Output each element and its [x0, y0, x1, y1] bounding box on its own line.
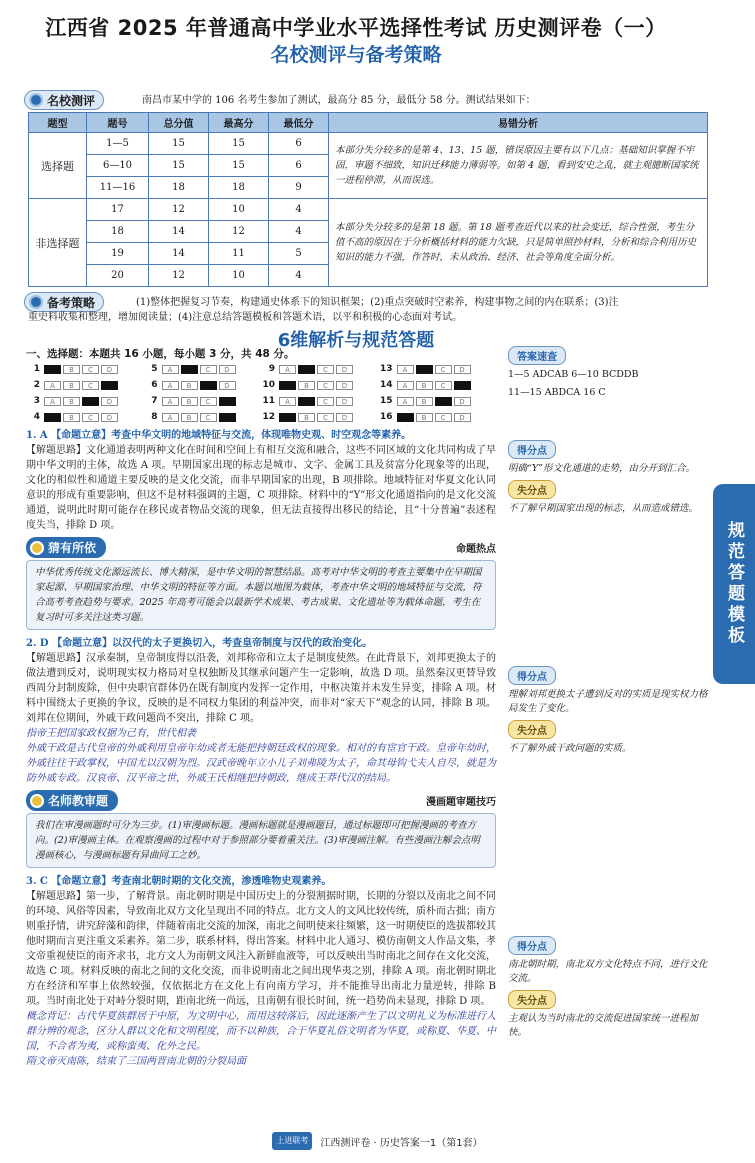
- answer-key-line-2: 11—15 ABDCA 16 C: [508, 387, 606, 398]
- table-cell: 10: [209, 199, 269, 221]
- answer-bubble[interactable]: A: [162, 397, 179, 406]
- type-cell: 选择题: [29, 133, 87, 199]
- q3-loss-tag: 失分点: [508, 990, 556, 1009]
- table-cell: 15: [209, 133, 269, 155]
- answer-bubble[interactable]: A: [279, 397, 296, 406]
- answer-number: 12: [262, 412, 275, 422]
- table-cell: 4: [269, 265, 329, 287]
- answer-number: 9: [268, 364, 275, 374]
- table-cell: 4: [269, 221, 329, 243]
- answer-bubble[interactable]: C: [317, 397, 334, 406]
- analysis-cell: 本部分失分较多的是第 18 题。第 18 题考查近代以来的社会变迁，综合性强，考生分值不高的原因在于分析概括材料的能力欠缺，只是简单照抄材料，分析和综合利用历史知识的能力不强，作答时，未从政治、经济、社会等角度全面分析。: [329, 199, 708, 287]
- strategy-badge-label: 备考策略: [47, 295, 96, 310]
- answer-item: [144, 396, 262, 406]
- table-cell: 9: [269, 177, 329, 199]
- answer-bubble[interactable]: D: [336, 381, 353, 390]
- q1-head: [26, 428, 496, 443]
- answer-bubble[interactable]: C: [317, 365, 334, 374]
- answer-bubble[interactable]: C: [82, 413, 99, 422]
- table-cell: 5: [269, 243, 329, 265]
- answer-number: 15: [379, 396, 393, 406]
- publisher-logo: 上进联考: [272, 1132, 312, 1150]
- answer-bubble[interactable]: C: [82, 397, 99, 406]
- q2-loss-note: 不了解外戚干政问题的实质。: [508, 743, 632, 754]
- answer-bubble[interactable]: A: [279, 365, 296, 374]
- answer-item: [261, 364, 379, 374]
- answer-bubble[interactable]: A: [162, 365, 179, 374]
- answer-number: 4: [33, 412, 40, 422]
- col-header: 总分值: [149, 113, 209, 133]
- q3-handnote-2: 隋文帝灭南陈，结束了三国两晋南北朝的分裂局面: [26, 1056, 246, 1067]
- answer-bubble[interactable]: A: [44, 365, 61, 374]
- table-cell: 10: [209, 265, 269, 287]
- strategy-badge: [24, 292, 104, 312]
- table-cell: 20: [87, 265, 149, 287]
- answer-item: [379, 412, 497, 422]
- badge-icon: [29, 295, 43, 309]
- answer-sheet: [26, 364, 496, 422]
- answer-bubble[interactable]: C: [317, 413, 334, 422]
- q2-handnote-2: 外戚干政是古代皇帝的外戚利用皇帝年幼或者无能把持朝廷政权的现象。相对的有宦官干政。皇帝年幼时，外戚往往干政掌权，中国尤以汉朝为烈。汉武帝晚年立小儿子刘弗陵为太子，命其母钩弋夫人自尽，就是为防外戚专政。汉哀帝、汉平帝之世，外戚王氏相继把持朝政，继成王莽代汉的结局。: [26, 743, 496, 784]
- answer-bubble[interactable]: B: [416, 365, 433, 374]
- table-header-row: [29, 113, 708, 133]
- answer-bubble[interactable]: D: [219, 381, 236, 390]
- teacher-pill-label: 名师教审题: [48, 794, 109, 808]
- answer-bubble[interactable]: C: [317, 381, 334, 390]
- answer-bubble[interactable]: B: [181, 413, 198, 422]
- answer-bubble[interactable]: D: [101, 397, 118, 406]
- school-eval-badge: [24, 90, 104, 110]
- answer-item: [144, 364, 262, 374]
- q1-loss-note: 不了解早期国家出现的标志，从而造成错选。: [508, 503, 699, 514]
- answer-bubble[interactable]: D: [454, 381, 471, 390]
- main-column: [26, 346, 496, 1069]
- table-cell: 11—16: [87, 177, 149, 199]
- answer-bubble[interactable]: B: [416, 397, 433, 406]
- q3-handnote-1: 概念背记：古代华夏族群居于中原，为文明中心，而用这较落后，因此逐渐产生了以文明礼义为标准进行人群分辨的观念，区分人群以文化和文明程度，而不以种族，合于华夏礼俗文明者为华夏，或称夏、华夏、中国，不合者为夷，或称蛮夷、化外之民。: [26, 1011, 496, 1052]
- q1-loss-tag: 失分点: [508, 480, 556, 499]
- badge-icon: [29, 93, 43, 107]
- table-cell: 6: [269, 133, 329, 155]
- answer-bubble[interactable]: A: [279, 413, 296, 422]
- answer-bubble[interactable]: D: [219, 413, 236, 422]
- answer-item: [379, 396, 497, 406]
- answer-bubble[interactable]: D: [454, 413, 471, 422]
- answer-bubble[interactable]: D: [336, 365, 353, 374]
- answer-bubble[interactable]: A: [397, 397, 414, 406]
- answer-bubble[interactable]: C: [82, 381, 99, 390]
- table-cell: 12: [209, 221, 269, 243]
- answer-bubble[interactable]: A: [397, 365, 414, 374]
- q1-score-tag: 得分点: [508, 440, 556, 459]
- answer-bubble[interactable]: D: [219, 365, 236, 374]
- answer-number: 2: [33, 380, 40, 390]
- table-cell: 6: [269, 155, 329, 177]
- answer-item: [261, 412, 379, 422]
- answer-item: [379, 380, 497, 390]
- answer-bubble[interactable]: B: [63, 381, 80, 390]
- answer-bubble[interactable]: B: [416, 381, 433, 390]
- teacher-box-body: 我们在审漫画题时可分为三步。(1)审漫画标题。漫画标题就是漫画题目，通过标题即可把握漫画的考查方向。(2)审漫画主体。在观察漫画的过程中对于参照部分要着重关注。(3)审漫画注解。有些漫画注解会点明漫画核心，与漫画标题有异曲同工之妙。: [26, 813, 496, 868]
- teacher-box-header: [26, 790, 496, 811]
- answer-item: [26, 380, 144, 390]
- table-cell: 12: [149, 265, 209, 287]
- answer-bubble[interactable]: D: [454, 365, 471, 374]
- table-cell: 19: [87, 243, 149, 265]
- answer-bubble[interactable]: A: [279, 381, 296, 390]
- answer-number: 13: [379, 364, 393, 374]
- table-cell: 4: [269, 199, 329, 221]
- score-table: [28, 112, 708, 287]
- answer-number: 7: [151, 396, 158, 406]
- guess-box-header: [26, 537, 496, 558]
- answer-bubble[interactable]: C: [435, 413, 452, 422]
- answer-number: 8: [151, 412, 158, 422]
- teacher-hot-label: 漫画题审题技巧: [426, 797, 496, 808]
- footer: [0, 1132, 755, 1150]
- q1-body: 【解题思路】文化通道表明两种文化在时间和空间上有相互交流和融合，这些不同区域的文化共同构成了早期中华文明的主体，故选 A 项。早期国家出现的标志是城市、文字、金属工具及贫富分化现象等的出现，文化的相似性和通道主要反映的是文化交流，而非早期国家的出现，B 项排除。地域特征对华夏文化认同意识的形成有重要影响，但这不是材料强调的主题，C 项排除。材料中的“Y”形文化通道指向的是文化交流通道，说明此时期可能存在移民或者物品交流的现象，但无法直接得出移民的结论，且“十分普遍”表述程度失当，排除 D 项。: [26, 445, 496, 531]
- q3-score-tag: 得分点: [508, 936, 556, 955]
- answer-bubble[interactable]: A: [397, 413, 414, 422]
- strategy-text-1: (1)整体把握复习节奏，构建通史体系下的知识框架；(2)重点突破时空素养，构建事物之间的内在联系；(3)注: [136, 297, 619, 308]
- answer-item: [26, 396, 144, 406]
- q2-score-note: 理解刘邦更换太子遭到反对的实质是现实权力格局发生了变化。: [508, 689, 708, 714]
- answer-number: 3: [33, 396, 40, 406]
- side-tab[interactable]: 规范答题模板: [713, 484, 755, 684]
- guess-box-body: 中华优秀传统文化源远流长、博大精深，是中华文明的智慧结晶。高考对中华文明的考查主要集中在早期国家起源、早期国家治理、中华文明的特征等方面。本题以地图为载体，考查中华文明的地域特征与交流，符合高考考查趋势与要求。2025 年高考可能会以最新学术成果、考古成果、文化遗址等为载体命题，考生在复习时可多关注这类习题。: [26, 560, 496, 630]
- table-cell: 11: [209, 243, 269, 265]
- col-header: 题型: [29, 113, 87, 133]
- col-header: 题号: [87, 113, 149, 133]
- q2-handnote-1: 指帝王把国家政权据为己有，世代相袭: [26, 728, 196, 739]
- q2-score-tag: 得分点: [508, 666, 556, 685]
- q1-score-note: 明确“Y”形文化通道的走势，由分开到汇合。: [508, 463, 695, 474]
- answer-bubble[interactable]: B: [181, 381, 198, 390]
- table-cell: 12: [149, 199, 209, 221]
- answer-bubble[interactable]: A: [44, 413, 61, 422]
- choice-heading: 一、选择题：本题共 16 小题，每小题 3 分，共 48 分。: [26, 348, 295, 360]
- answer-bubble[interactable]: C: [200, 397, 217, 406]
- lightbulb-icon: [30, 541, 44, 555]
- answer-bubble[interactable]: A: [44, 397, 61, 406]
- q3-loss-note: 主观认为当时南北的交流促进国家统一进程加快。: [508, 1013, 699, 1038]
- answer-bubble[interactable]: C: [200, 365, 217, 374]
- answer-number: 5: [151, 364, 158, 374]
- answer-item: [261, 380, 379, 390]
- side-notes-column: [508, 346, 708, 1044]
- analysis-cell: 本部分失分较多的是第 4、13、15 题，错误原因主要有以下几点：基础知识掌握不牢固，审题不细致，知识迁移能力薄弱等。如第 4 题，看到安史之乱，就主观臆断国家统一进程停滞，从而误选。: [329, 133, 708, 199]
- answer-bubble[interactable]: B: [63, 397, 80, 406]
- table-cell: 1—5: [87, 133, 149, 155]
- type-cell: 非选择题: [29, 199, 87, 287]
- table-cell: 17: [87, 199, 149, 221]
- teacher-pill: [26, 790, 118, 811]
- table-cell: 15: [209, 155, 269, 177]
- answer-bubble[interactable]: D: [219, 397, 236, 406]
- answer-item: [26, 364, 144, 374]
- answer-bubble[interactable]: B: [298, 397, 315, 406]
- page-subtitle: 名校测评与备考策略: [270, 44, 442, 66]
- answer-item: [144, 380, 262, 390]
- q2-loss-tag: 失分点: [508, 720, 556, 739]
- answer-bubble[interactable]: B: [298, 381, 315, 390]
- answer-bubble[interactable]: D: [101, 381, 118, 390]
- q2-head-text: 2. D 【命题立意】以汉代的太子更换切入，考查皇帝制度与汉代的政治变化。: [26, 638, 373, 649]
- answer-bubble[interactable]: B: [181, 365, 198, 374]
- answer-bubble[interactable]: B: [298, 365, 315, 374]
- answer-bubble[interactable]: C: [435, 365, 452, 374]
- answer-number: 1: [33, 364, 40, 374]
- table-cell: 15: [149, 155, 209, 177]
- answer-bubble[interactable]: B: [298, 413, 315, 422]
- q2-head: [26, 636, 496, 651]
- answer-number: 14: [379, 380, 393, 390]
- answer-bubble[interactable]: D: [101, 365, 118, 374]
- footer-text: 江西测评卷 · 历史答案一1（第1套）: [320, 1137, 483, 1149]
- teacher-icon: [30, 794, 44, 808]
- answer-key-tag: 答案速查: [508, 346, 566, 365]
- school-eval-badge-label: 名校测评: [47, 93, 96, 108]
- answer-bubble[interactable]: C: [435, 397, 452, 406]
- q3-head-text: 3. C 【命题立意】考查南北朝时期的文化交流，渗透唯物史观素养。: [26, 876, 332, 887]
- col-header: 最高分: [209, 113, 269, 133]
- answer-item: [379, 364, 497, 374]
- guess-pill: [26, 537, 106, 558]
- q3-head: [26, 874, 496, 889]
- answer-bubble[interactable]: C: [435, 381, 452, 390]
- school-eval-summary: 南昌市某中学的 106 名考生参加了测试，最高分 85 分，最低分 58 分。测试结果如下：: [142, 95, 536, 106]
- q3-score-note: 南北朝时期，南北双方文化特点不同，进行文化交流。: [508, 959, 708, 984]
- answer-bubble[interactable]: A: [162, 381, 179, 390]
- answer-bubble[interactable]: D: [454, 397, 471, 406]
- q1-head-text: 1. A 【命题立意】考查中华文明的地域特征与交流，体现唯物史观、时空观念等素养。: [26, 430, 412, 441]
- table-cell: 18: [209, 177, 269, 199]
- col-header: 易错分析: [329, 113, 708, 133]
- section-title: 6维解析与规范答题: [277, 330, 435, 351]
- col-header: 最低分: [269, 113, 329, 133]
- answer-bubble[interactable]: C: [82, 365, 99, 374]
- strategy-text-2: 重史料收集和整理，增加阅读量；(4)注意总结答题模板和答题术语，以平和积极的心态面对考试。: [28, 312, 463, 323]
- page-title: 江西省 2025 年普通高中学业水平选择性考试 历史测评卷（一）: [45, 16, 667, 40]
- table-cell: 18: [149, 177, 209, 199]
- table-cell: 18: [87, 221, 149, 243]
- answer-number: 6: [151, 380, 158, 390]
- answer-bubble[interactable]: A: [44, 381, 61, 390]
- answer-bubble[interactable]: C: [200, 413, 217, 422]
- answer-item: [144, 412, 262, 422]
- answer-item: [261, 396, 379, 406]
- answer-bubble[interactable]: B: [416, 413, 433, 422]
- table-cell: 6—10: [87, 155, 149, 177]
- answer-bubble[interactable]: B: [63, 365, 80, 374]
- table-row: [29, 199, 708, 221]
- table-cell: 14: [149, 221, 209, 243]
- q3-body: 【解题思路】第一步，了解背景。南北朝时期是中国历史上的分裂割据时期，长期的分裂以及南北之间不同的环境、风俗等因素，导致南北双方文化呈现出不同的特点。北方文人的文风比较传统，质朴而古拙；南方则重抒情，讲究辞藻和韵律，伴随着南北交流的加深，南北之间明使来往频繁，这一时期使臣的选拔都较其他时期而言更注重文采素养。第二步，联系材料，得出答案。材料中北人通习、模仿南朝文人作品文集，孝文帝重视使臣的南齐求书，北方文人为南朝文风注入新鲜血液等，可以反映出当时南北之间存在文化交流，故选 C 项。材料反映的南北之间的文化交流，而非说明南北之间出现华夷之别，排除 A 项。南北朝时期北方在经济和军事上依然较强，仅依据北方在文化上有向南方学习，并不能推导出南北力量逆转，排除 B 项。当时南北处于对峙分裂时期，距南北统一尚远，且南朝有很长时间，统一趋势尚未显现，排除 D 项。: [26, 891, 496, 1007]
- answer-item: [26, 412, 144, 422]
- answer-bubble[interactable]: A: [397, 381, 414, 390]
- answer-bubble[interactable]: D: [101, 413, 118, 422]
- answer-bubble[interactable]: D: [336, 413, 353, 422]
- answer-number: 16: [379, 412, 393, 422]
- answer-bubble[interactable]: C: [200, 381, 217, 390]
- table-cell: 14: [149, 243, 209, 265]
- answer-key-line-1: 1—5 ADCAB 6—10 BCDDB: [508, 369, 639, 380]
- answer-number: 10: [262, 380, 275, 390]
- q2-body: 【解题思路】汉承秦制，皇帝制度得以沿袭，刘邦称帝和立太子是制度使然。在此背景下，刘邦更换太子的做法遭到反对，说明现实权力格局对皇权独断及其继承问题产生一定影响，故选 D 项。虽然秦汉更替导致西周分封制废除，但中央职官群体仍在既有制度内发挥一定作用，中枢决策并未发生异变，排除 A 项。材料中围绕太子更换的争议，反映的是不同权力集团的利益冲突，而非对“家天下”观念的认同，排除 B 项。刘邦在位期间，外戚干政问题尚不突出，排除 C 项。: [26, 653, 496, 724]
- answer-bubble[interactable]: B: [63, 413, 80, 422]
- guess-pill-label: 猜有所依: [48, 541, 97, 555]
- table-cell: 15: [149, 133, 209, 155]
- answer-bubble[interactable]: A: [162, 413, 179, 422]
- answer-bubble[interactable]: B: [181, 397, 198, 406]
- answer-bubble[interactable]: D: [336, 397, 353, 406]
- answer-number: 11: [262, 396, 275, 406]
- table-row: [29, 133, 708, 155]
- guess-hot-label: 命题热点: [456, 544, 496, 555]
